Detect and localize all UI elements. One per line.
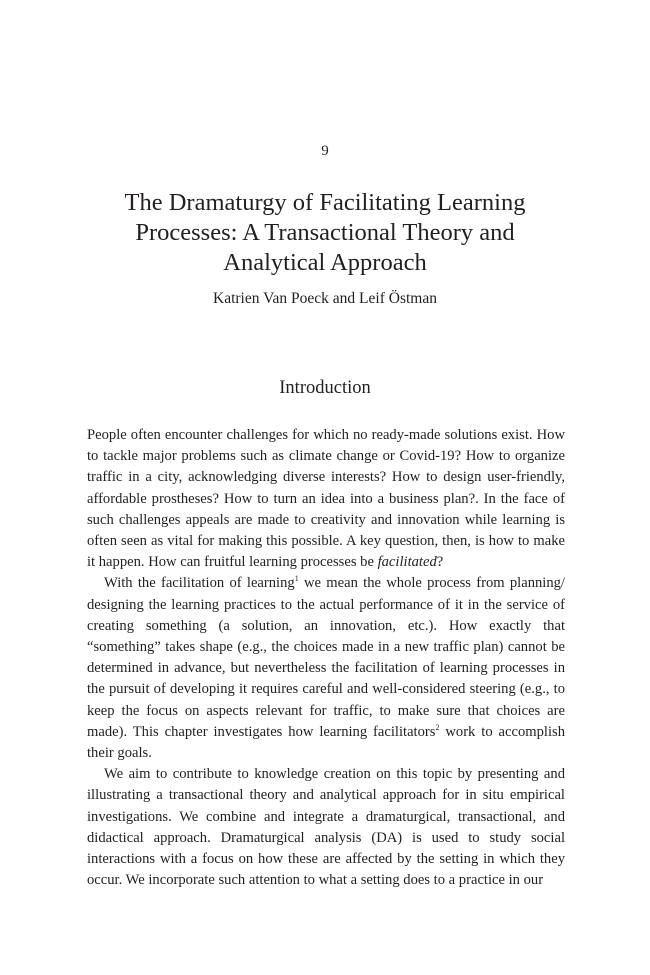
chapter-number: 9 bbox=[321, 143, 329, 159]
paragraph-2-end: work to accomplish their goals. bbox=[87, 723, 565, 762]
paragraph-1-text: People often encounter challenges for which no ready-made solutions exist. How to tackle major problems such as climate change or Covid-19? How to organize traffic in a city, acknowledging diverse interests? How to design user-friendly, affordable prostheses? How to turn an idea into a business plan?. In the face of such challenges appeals are made to creativity and innovation while learning is often seen as vital for making this possible. A key question, then, is how to make it happen. How can fruitful learning processes be bbox=[87, 427, 565, 571]
paragraph-2 bbox=[87, 573, 565, 764]
footnote-ref-1[interactable]: 1 bbox=[294, 574, 299, 584]
chapter-authors: Katrien Van Poeck and Leif Östman bbox=[213, 290, 437, 307]
paragraph-3-text: We aim to contribute to knowledge creation on this topic by presenting and illustrating a transactional theory and analytical approach for in situ empirical investigations. We combine and integrate a dramaturgical, transactional, and didactical approach. Dramaturgical analysis (DA) is used to study social interactions with a focus on how these are affected by the setting in which they occur. We incorporate such attention to what a setting does to a practice in our bbox=[87, 766, 565, 889]
paragraph-1-end: ? bbox=[436, 554, 444, 571]
chapter-title: The Dramaturgy of Facilitating Learning Processes: A Transactional Theory and Analytical Approach bbox=[124, 189, 526, 276]
paragraph-2-start: With the facilitation of learning bbox=[104, 575, 295, 592]
paragraph-1 bbox=[87, 425, 565, 573]
footnote-ref-2[interactable]: 2 bbox=[435, 722, 440, 732]
paragraph-3 bbox=[87, 764, 565, 891]
section-heading: Introduction bbox=[279, 378, 371, 398]
paragraph-2-middle: we mean the whole process from planning/ designing the learning practices to the actual performance of it in the service of creating something (a solution, an innovation, etc.). How exactly that “something” takes shape (e.g., the choices made in a new traffic plan) cannot be determined in advance, but nevertheless the facilitation of learning processes in the pursuit of developing it requires careful and well-considered steering (e.g., to keep the focus on aspects relevant for traffic, to make sure that choices are made). This chapter investigates how learning facilitators bbox=[87, 575, 565, 740]
body-text bbox=[87, 425, 565, 891]
paragraph-1-emphasis: facilitated bbox=[377, 554, 437, 571]
